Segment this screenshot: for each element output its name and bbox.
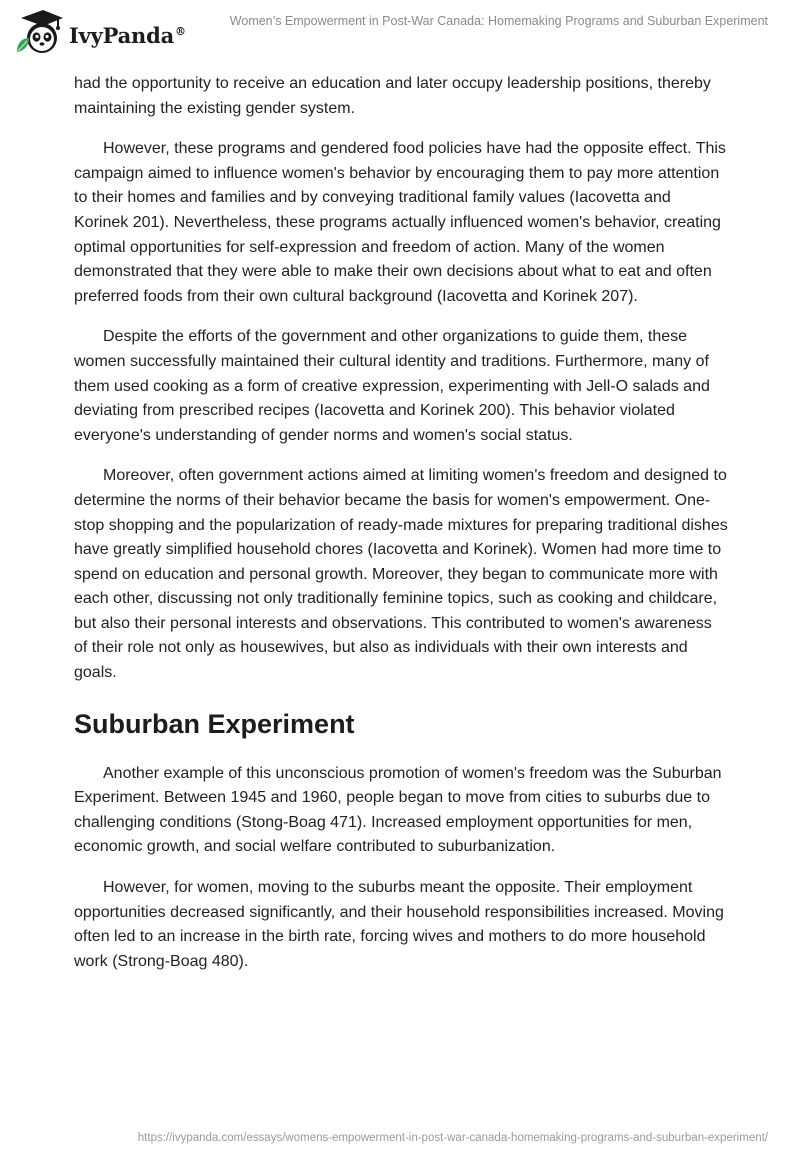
source-url[interactable]: https://ivypanda.com/essays/womens-empowerment-in-post-war-canada-homemaking-programs-and-suburban-experiment/ — [137, 1132, 768, 1144]
logo[interactable] — [13, 8, 186, 56]
paragraph: However, for women, moving to the suburbs meant the opposite. Their employment opportunities decreased significantly, and their household responsibilities increased. Moving often led to an increase in the birth rate, forcing wives and mothers to do more household work (Strong-Boag 480). — [74, 879, 724, 970]
paragraph-continued: had the opportunity to receive an education and later occupy leadership positions, thereby maintaining the existing gender system. — [74, 75, 711, 117]
paragraph: However, these programs and gendered food policies have had the opposite effect. This campaign aimed to influence women's behavior by encouraging them to pay more attention to their homes and families and by conveying traditional family values (Iacovetta and Korinek 201). Nevertheless, these programs actually influenced women's behavior, creating optimal opportunities for self-expression and freedom of action. Many of the women demonstrated that they were able to make their own decisions about what to eat and often preferred foods from their own cultural background (Iacovetta and Korinek 207). — [74, 140, 726, 305]
logo-text: IvyPanda® — [69, 22, 186, 48]
section-heading: Suburban Experiment — [74, 708, 355, 739]
essay-content — [74, 72, 729, 990]
paragraph: Moreover, often government actions aimed at limiting women's freedom and designed to determine the norms of their behavior became the basis for women's empowerment. One-stop shopping and the popularization of ready-made mixtures for preparing traditional dishes have greatly simplified household chores (Iacovetta and Korinek). Women had more time to spend on education and personal growth. Moreover, they began to communicate more with each other, discussing not only traditionally feminine topics, such as cooking and childcare, but also their personal interests and observations. This contributed to women's awareness of their role not only as housewives, but also as individuals with their own interests and goals. — [74, 467, 728, 682]
panda-graduation-cap-icon — [13, 8, 65, 56]
document-title: Women’s Empowerment in Post-War Canada: Homemaking Programs and Suburban Experiment — [229, 14, 768, 28]
paragraph: Despite the efforts of the government and other organizations to guide them, these women successfully maintained their cultural identity and traditions. Furthermore, many of them used cooking as a form of creative expression, experimenting with Jell-O salads and deviating from prescribed recipes (Iacovetta and Korinek 200). This behavior violated everyone's understanding of gender norms and women's social status. — [74, 328, 710, 444]
paragraph: Another example of this unconscious promotion of women's freedom was the Suburban Experiment. Between 1945 and 1960, people began to move from cities to suburbs due to challenging conditions (Stong-Boag 471). Increased employment opportunities for men, economic growth, and social welfare contributed to suburbanization. — [74, 764, 722, 856]
page-header — [0, 0, 800, 64]
